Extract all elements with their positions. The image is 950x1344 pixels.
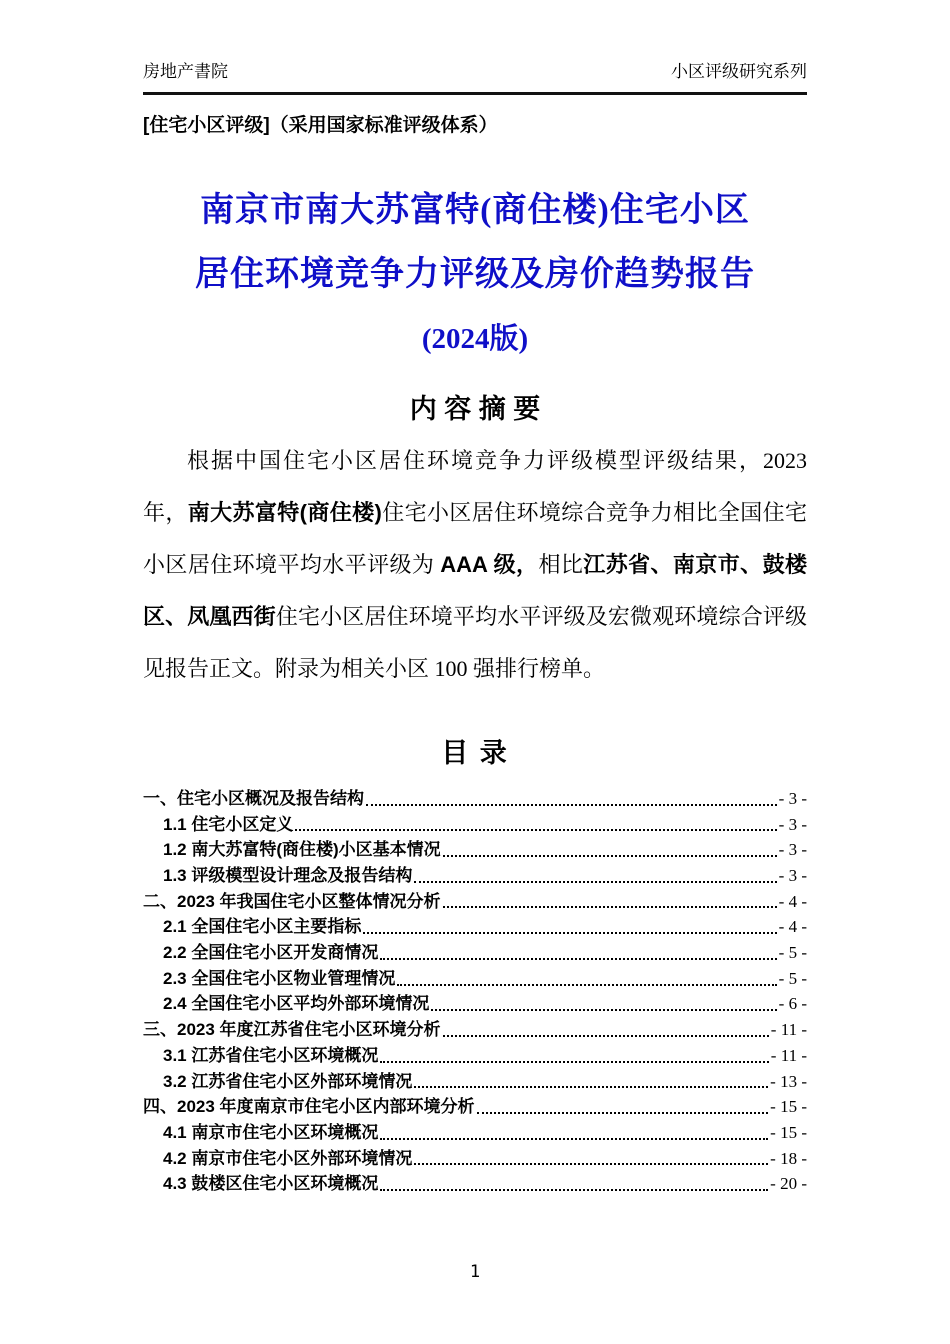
toc-item-2-1[interactable] — [143, 914, 807, 940]
toc-leader-dots — [380, 1189, 768, 1191]
toc-item-label: 二、2023 年我国住宅小区整体情况分析 — [143, 891, 441, 911]
toc-item-label: 2.1 全国住宅小区主要指标 — [163, 917, 362, 937]
toc-item-3[interactable] — [143, 1017, 807, 1043]
toc-item-1-1[interactable] — [143, 812, 807, 838]
toc-item-page: - 3 - — [778, 814, 807, 834]
toc-leader-dots — [443, 855, 777, 857]
toc-leader-dots — [414, 881, 776, 883]
header-right-text: 小区评级研究系列 — [671, 62, 807, 81]
toc-item-2-4[interactable] — [143, 992, 807, 1018]
report-title-line1: 南京市南大苏富特(商住楼)住宅小区 — [200, 192, 750, 229]
toc-item-label: 1.1 住宅小区定义 — [163, 814, 294, 834]
toc-item-label: 2.4 全国住宅小区平均外部环境情况 — [163, 994, 430, 1014]
toc-item-4[interactable] — [143, 1094, 807, 1120]
toc-item-label: 四、2023 年度南京市住宅小区内部环境分析 — [143, 1097, 475, 1117]
toc-item-label: 1.3 评级模型设计理念及报告结构 — [163, 866, 413, 886]
toc-item-page: - 4 - — [778, 891, 807, 911]
toc-item-page: - 5 - — [778, 968, 807, 988]
toc-item-label: 4.3 鼓楼区住宅小区环境概况 — [163, 1174, 379, 1194]
report-series-subheader: [住宅小区评级]（采用国家标准评级体系） — [143, 115, 498, 136]
toc-item-3-1[interactable] — [143, 1043, 807, 1069]
toc-leader-dots — [366, 804, 777, 806]
toc-item-page: - 3 - — [778, 866, 807, 886]
toc-item-1-3[interactable] — [143, 863, 807, 889]
report-title-line2: 居住环境竞争力评级及房价趋势报告 — [195, 256, 755, 293]
toc-item-4-1[interactable] — [143, 1120, 807, 1146]
summary-segment: 住宅小区居住环境平均水平评级及宏微观环境综合评级见报告正文。附录为相关小区 100 强排行榜单。 — [143, 604, 807, 681]
toc-item-page: - 3 - — [778, 788, 807, 808]
toc-leader-dots — [477, 1112, 769, 1114]
toc-leader-dots — [295, 829, 776, 831]
toc-item-2-2[interactable] — [143, 940, 807, 966]
summary-segment: 根据中国住宅小区居住环境竞争力评级模型评级结果，2023 年， — [143, 448, 807, 525]
toc-item-1-2[interactable] — [143, 837, 807, 863]
toc-item-page: - 11 - — [770, 1020, 807, 1040]
toc-item-label: 3.2 江苏省住宅小区外部环境情况 — [163, 1071, 413, 1091]
toc-item-page: - 5 - — [778, 943, 807, 963]
toc-item-page: - 15 - — [770, 1122, 807, 1142]
report-title-version: (2024版) — [421, 323, 529, 355]
toc-item-page: - 18 - — [770, 1148, 807, 1168]
toc-list — [143, 786, 807, 1197]
toc-item-page: - 15 - — [770, 1097, 807, 1117]
toc-item-page: - 11 - — [770, 1045, 807, 1065]
toc-item-1[interactable] — [143, 786, 807, 812]
toc-leader-dots — [363, 932, 776, 934]
toc-item-page: - 13 - — [770, 1071, 807, 1091]
summary-heading: 内 容 摘 要 — [409, 394, 541, 424]
toc-item-label: 4.2 南京市住宅小区外部环境情况 — [163, 1148, 413, 1168]
toc-item-3-2[interactable] — [143, 1069, 807, 1095]
toc-leader-dots — [397, 984, 776, 986]
summary-segment: 住宅小区居住环境综合竞争力相比全国住宅小区居住环境平均水平评级为 — [143, 500, 807, 577]
toc-item-2-3[interactable] — [143, 966, 807, 992]
toc-item-page: - 20 - — [770, 1174, 807, 1194]
toc-item-label: 4.1 南京市住宅小区环境概况 — [163, 1122, 379, 1142]
toc-leader-dots — [414, 1086, 768, 1088]
summary-segment: 相比 — [538, 552, 584, 577]
toc-item-page: - 4 - — [778, 917, 807, 937]
toc-item-label: 三、2023 年度江苏省住宅小区环境分析 — [143, 1020, 441, 1040]
toc-item-label: 2.3 全国住宅小区物业管理情况 — [163, 968, 396, 988]
toc-item-page: - 3 - — [778, 840, 807, 860]
toc-leader-dots — [414, 1163, 768, 1165]
report-title — [143, 179, 807, 359]
toc-heading: 目 录 — [441, 738, 509, 768]
toc-leader-dots — [443, 906, 777, 908]
toc-item-label: 1.2 南大苏富特(商住楼)小区基本情况 — [163, 840, 441, 860]
summary-segment-rating: AAA 级， — [440, 552, 539, 577]
toc-leader-dots — [380, 1061, 768, 1063]
page-header — [143, 60, 807, 95]
toc-item-4-2[interactable] — [143, 1146, 807, 1172]
page-number: 1 — [469, 1262, 481, 1282]
toc-item-label: 一、住宅小区概况及报告结构 — [143, 788, 364, 808]
summary-segment-regions: 江苏省、南京市、鼓楼区、凤凰西街 — [143, 552, 807, 629]
toc-item-label: 3.1 江苏省住宅小区环境概况 — [163, 1045, 379, 1065]
header-left-text: 房地产書院 — [143, 62, 228, 81]
toc-item-label: 2.2 全国住宅小区开发商情况 — [163, 943, 379, 963]
toc-leader-dots — [431, 1009, 776, 1011]
toc-leader-dots — [380, 1138, 768, 1140]
toc-leader-dots — [443, 1035, 769, 1037]
toc-item-4-3[interactable] — [143, 1171, 807, 1197]
toc-leader-dots — [380, 958, 776, 960]
summary-paragraph — [143, 435, 807, 695]
toc-item-page: - 6 - — [778, 994, 807, 1014]
toc-item-2[interactable] — [143, 889, 807, 915]
summary-segment-community-name: 南大苏富特(商住楼) — [187, 500, 382, 525]
